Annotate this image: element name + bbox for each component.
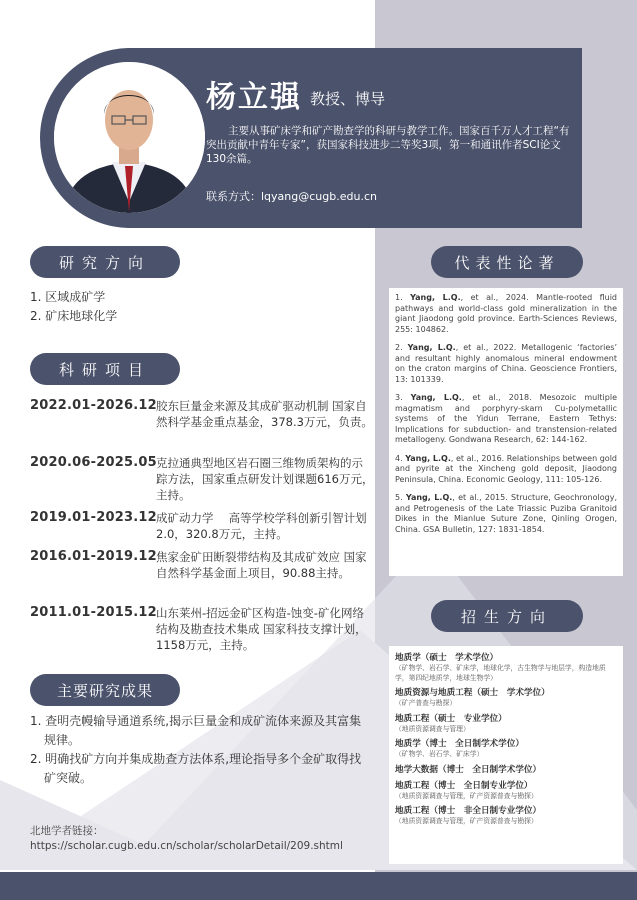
project-years: 2020.06-2025.05 bbox=[30, 455, 157, 470]
list-item bbox=[395, 713, 617, 735]
person-intro: 主要从事矿床学和矿产勘查学的科研与教学工作。国家百千万人才工程“有突出贡献中青年专家”，获国家科技进步二等奖3项，第一和通讯作者SCI论文130余篇。 bbox=[206, 125, 570, 165]
paper-citation: , et al., 2022. Metallogenic ‘factories’ and resultant highly anomalous mineral endowment on the craton margins of China. Geoscience Frontiers, 13: 101339. bbox=[395, 343, 617, 384]
paper-citation: , et al., 2018. Mesozoic multiple magmatism and porphyry-skarn Cu-polymetallic systems of the Yidun Terrane, Eastern Tethys: Implications for subduction- and transtension-related metallogeny. Gondwana Research, 62: 144-162. bbox=[395, 393, 617, 444]
project-years: 2022.01-2026.12 bbox=[30, 398, 157, 413]
profile-photo bbox=[54, 62, 205, 213]
paper-author: Yang, L.Q. bbox=[410, 293, 461, 302]
research-list bbox=[30, 288, 117, 326]
enrollment-heading: 招生方向 bbox=[431, 600, 583, 632]
scholar-link-label: 北地学者链接： bbox=[30, 825, 104, 837]
paper-author: Yang, L.Q. bbox=[405, 453, 451, 463]
paper-item bbox=[395, 343, 617, 385]
list-item: 1. 区域成矿学 bbox=[30, 290, 106, 304]
paper-item bbox=[395, 393, 617, 446]
list-item bbox=[395, 764, 617, 776]
paper-number: 2. bbox=[395, 343, 408, 352]
project-years: 2016.01-2019.12 bbox=[30, 549, 157, 564]
list-item: 2. 矿床地球化学 bbox=[30, 309, 118, 323]
paper-number: 4. bbox=[395, 453, 406, 463]
person-name: 杨立强 bbox=[206, 80, 302, 115]
list-item bbox=[395, 687, 617, 709]
person-title: 教授、博导 bbox=[310, 90, 386, 108]
papers-heading: 代表性论著 bbox=[431, 246, 583, 278]
paper-item bbox=[395, 454, 617, 486]
program-fields: （地质资源调查与管理，矿产资源普查与勘探） bbox=[395, 791, 538, 800]
list-item bbox=[395, 780, 617, 802]
project-desc: 焦家金矿田断裂带结构及其成矿效应 国家自然科学基金面上项目，90.88主持。 bbox=[156, 550, 367, 580]
program-fields: （地质资源调查与管理，矿产资源普查与勘探） bbox=[395, 817, 538, 825]
list-item: 1. 查明壳幔输导通道系统,揭示巨量金和成矿流体来源及其富集规律。 bbox=[30, 714, 362, 747]
achievements-list bbox=[30, 712, 365, 788]
list-item bbox=[395, 738, 617, 760]
contact-info: 联系方式：lqyang@cugb.edu.cn bbox=[206, 190, 377, 203]
paper-number: 1. bbox=[395, 293, 411, 302]
program-title: 地质工程（博士 非全日制专业学位） bbox=[395, 806, 542, 816]
paper-author: Yang, L.Q. bbox=[407, 343, 456, 352]
project-years: 2019.01-2023.12 bbox=[30, 510, 157, 525]
footer-bar bbox=[0, 872, 637, 900]
research-heading: 研究方向 bbox=[30, 246, 180, 278]
paper-author: Yang, L.Q. bbox=[405, 493, 453, 502]
paper-number: 5. bbox=[395, 493, 406, 502]
project-desc: 克拉通典型地区岩石圈三维物质架构的示踪方法，国家重点研发计划课题616万元，主持。 bbox=[156, 456, 374, 502]
paper-citation: , et al., 2015. Structure, Geochronology, and Petrogenesis of the Late Triassic Puziba Granitoid Dikes in the Mianlue Suture Zone, Qinling Orogen, China. GSA Bulletin, 127: 1831-1854. bbox=[395, 493, 617, 534]
papers-list bbox=[389, 288, 623, 576]
paper-citation: , et al., 2024. Mantle-rooted fluid pathways and world-class gold mineralization in the giant Jiaodong gold province. Earth-Sciences Reviews, 255: 104862. bbox=[395, 293, 617, 334]
project-desc: 山东莱州-招远金矿区构造-蚀变-矿化网络结构及勘查技术集成 国家科技支撑计划，1158万元，主持。 bbox=[156, 606, 367, 652]
program-title: 地质学（硕士 学术学位） bbox=[395, 653, 499, 663]
paper-item bbox=[395, 293, 617, 335]
program-title: 地质资源与地质工程（硕士 学术学位） bbox=[395, 688, 550, 698]
project-desc: 胶东巨量金来源及其成矿驱动机制 国家自然科学基金重点基金，378.3万元，负责。 bbox=[156, 399, 373, 429]
program-title: 地学大数据（博士 全日制学术学位） bbox=[395, 764, 542, 775]
project-desc: 成矿动力学 高等学校学科创新引智计划2.0，320.8万元，主持。 bbox=[156, 511, 367, 541]
achievements-heading: 主要研究成果 bbox=[30, 674, 180, 706]
program-fields: （矿产普查与勘探） bbox=[395, 699, 457, 707]
enrollment-list bbox=[389, 646, 623, 864]
program-title: 地质工程（博士 全日制专业学位） bbox=[395, 780, 533, 791]
paper-number: 3. bbox=[395, 393, 411, 402]
program-fields: （矿物学、岩石学、矿床学，地球化学，古生物学与地层学，构造地质学，第四纪地质学，地球生物学） bbox=[395, 664, 606, 682]
list-item: 2. 明确找矿方向并集成勘查方法体系,理论指导多个金矿取得找矿突破。 bbox=[30, 752, 362, 785]
list-item bbox=[395, 805, 617, 827]
paper-item bbox=[395, 493, 617, 535]
program-fields: （矿物学、岩石学、矿床学） bbox=[395, 750, 484, 758]
paper-citation: , et al., 2016. Relationships between gold and pyrite at the Xincheng gold deposit, Jiaodong Peninsula, China. Economic Geology, 111: 105-126. bbox=[395, 453, 617, 484]
list-item bbox=[395, 652, 617, 683]
program-title: 地质工程（硕士 专业学位） bbox=[395, 713, 507, 724]
scholar-link[interactable]: https://scholar.cugb.edu.cn/scholar/scholarDetail/209.shtml bbox=[30, 840, 343, 852]
program-title: 地质学（博士 全日制学术学位） bbox=[395, 739, 524, 749]
projects-heading: 科研项目 bbox=[30, 353, 180, 385]
program-fields: （地质资源调查与管理） bbox=[395, 724, 470, 733]
paper-author: Yang, L.Q. bbox=[410, 393, 462, 402]
project-years: 2011.01-2015.12 bbox=[30, 605, 157, 620]
